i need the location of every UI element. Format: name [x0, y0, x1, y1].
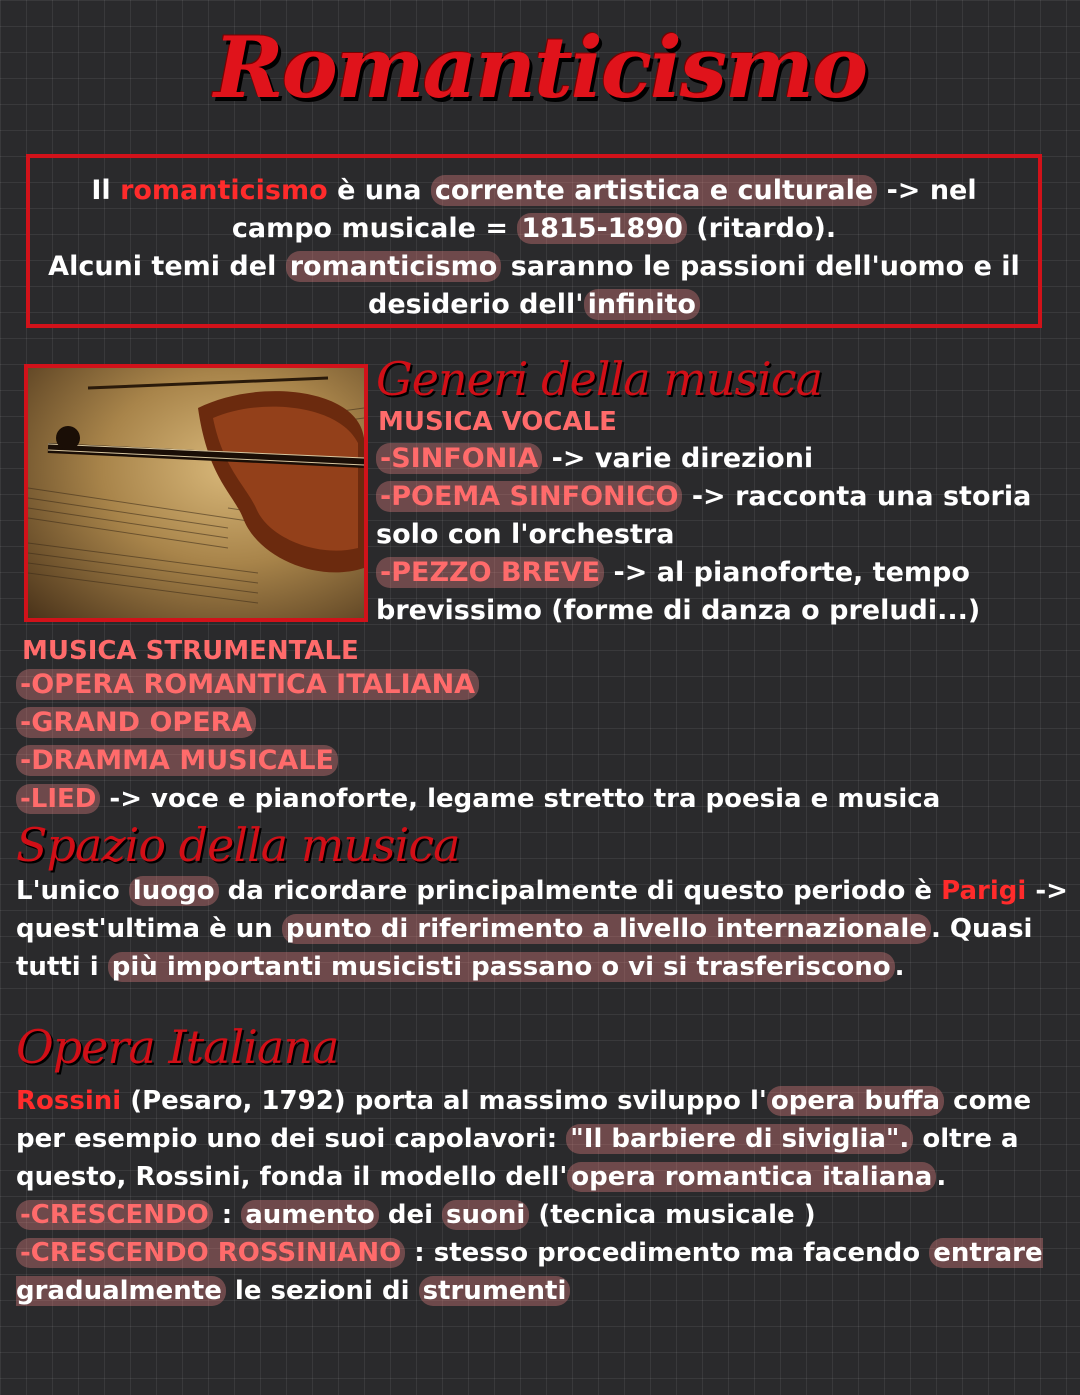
strumentale-list — [16, 666, 940, 818]
para-text: . — [936, 1162, 947, 1192]
para-text: -> quest'ultima è un — [16, 876, 1068, 944]
category-musica-strumentale: MUSICA STRUMENTALE — [22, 636, 359, 666]
list-item-text: -> al pianoforte, tempo — [604, 557, 970, 588]
category-musica-vocale: MUSICA VOCALE — [378, 407, 617, 437]
intro-highlight-dates: 1815-1890 — [517, 213, 687, 244]
intro-highlight-corrente: corrente artistica e culturale — [431, 175, 877, 206]
list-item — [376, 440, 1031, 478]
list-item-text: -> voce e pianoforte, legame stretto tra poesia e musica — [100, 784, 941, 814]
highlight-aumento: aumento — [241, 1200, 379, 1230]
list-item — [16, 666, 940, 704]
opera-heading: Opera Italiana — [16, 1020, 339, 1074]
page-title: Romanticismo — [213, 18, 867, 117]
list-item-key: -POEMA SINFONICO — [376, 481, 682, 512]
violin-illustration — [28, 368, 364, 618]
list-item-key: -LIED — [16, 784, 100, 814]
para-text: come per esempio uno dei suoi capolavori: — [16, 1086, 1032, 1154]
crescendo-rossiniano-key: -CRESCENDO ROSSINIANO — [16, 1238, 405, 1268]
para-text: oltre a questo, Rossini, fonda il modello dell' — [16, 1124, 1019, 1192]
list-item — [376, 554, 1031, 592]
para-text: . — [894, 952, 905, 982]
list-item — [376, 516, 1031, 554]
intro-highlight-romanticismo-2: romanticismo — [286, 251, 502, 282]
highlight-gradualmente: entrare gradualmente — [16, 1238, 1043, 1306]
para-text: da ricordare principalmente di questo periodo è — [218, 876, 942, 906]
highlight-parigi: Parigi — [941, 876, 1027, 906]
list-item-text: -> racconta una storia — [682, 481, 1032, 512]
para-text: (tecnica musicale ) — [529, 1200, 816, 1230]
list-item-text: brevissimo (forme di danza o preludi...) — [376, 595, 981, 626]
list-item-text: -> varie direzioni — [542, 443, 814, 474]
highlight-strumenti: strumenti — [419, 1276, 571, 1306]
generi-heading: Generi della musica — [376, 352, 823, 406]
highlight-opera-buffa: opera buffa — [767, 1086, 944, 1116]
list-item — [16, 780, 940, 818]
spazio-heading: Spazio della musica — [16, 818, 460, 872]
list-item-key: -GRAND OPERA — [16, 707, 256, 738]
list-item — [16, 704, 940, 742]
list-item-key: -PEZZO BREVE — [376, 557, 604, 588]
para-text: dei — [378, 1200, 443, 1230]
intro-text: Il — [91, 175, 121, 206]
crescendo-key: -CRESCENDO — [16, 1200, 213, 1230]
intro-text: Alcuni temi del — [48, 251, 286, 282]
intro-highlight-infinito: infinito — [584, 289, 700, 320]
intro-box — [26, 154, 1042, 328]
highlight-rossini: Rossini — [16, 1086, 122, 1116]
generi-list — [376, 440, 1031, 630]
list-item-key: -OPERA ROMANTICA ITALIANA — [16, 669, 479, 700]
intro-highlight-romanticismo: romanticismo — [120, 175, 328, 206]
para-text: L'unico — [16, 876, 129, 906]
para-text: . Quasi tutti i — [16, 914, 1033, 982]
intro-text: saranno le passioni dell'uomo e il desiderio dell' — [368, 251, 1020, 320]
highlight-musicisti: più importanti musicisti passano o vi si trasferiscono — [108, 952, 895, 982]
para-text: : stesso procedimento ma facendo — [405, 1238, 930, 1268]
violin-photo — [24, 364, 368, 622]
list-item — [376, 478, 1031, 516]
para-text: (Pesaro, 1792) porta al massimo sviluppo l' — [121, 1086, 767, 1116]
list-item-text: solo con l'orchestra — [376, 519, 675, 550]
intro-text: è una — [327, 175, 431, 206]
intro-text: -> nel campo musicale = — [231, 175, 977, 244]
para-text: le sezioni di — [225, 1276, 419, 1306]
spazio-paragraph — [16, 872, 1072, 986]
para-text: : — [212, 1200, 242, 1230]
highlight-barbiere: "Il barbiere di siviglia". — [566, 1124, 913, 1154]
highlight-suoni: suoni — [442, 1200, 529, 1230]
list-item-key: -DRAMMA MUSICALE — [16, 745, 338, 776]
highlight-luogo: luogo — [129, 876, 219, 906]
highlight-riferimento: punto di riferimento a livello internazionale — [282, 914, 931, 944]
list-item-key: -SINFONIA — [376, 443, 542, 474]
intro-text: (ritardo). — [686, 213, 837, 244]
opera-paragraph — [16, 1082, 1072, 1310]
highlight-opera-romantica: opera romantica italiana — [567, 1162, 936, 1192]
list-item — [376, 592, 1031, 630]
list-item — [16, 742, 940, 780]
